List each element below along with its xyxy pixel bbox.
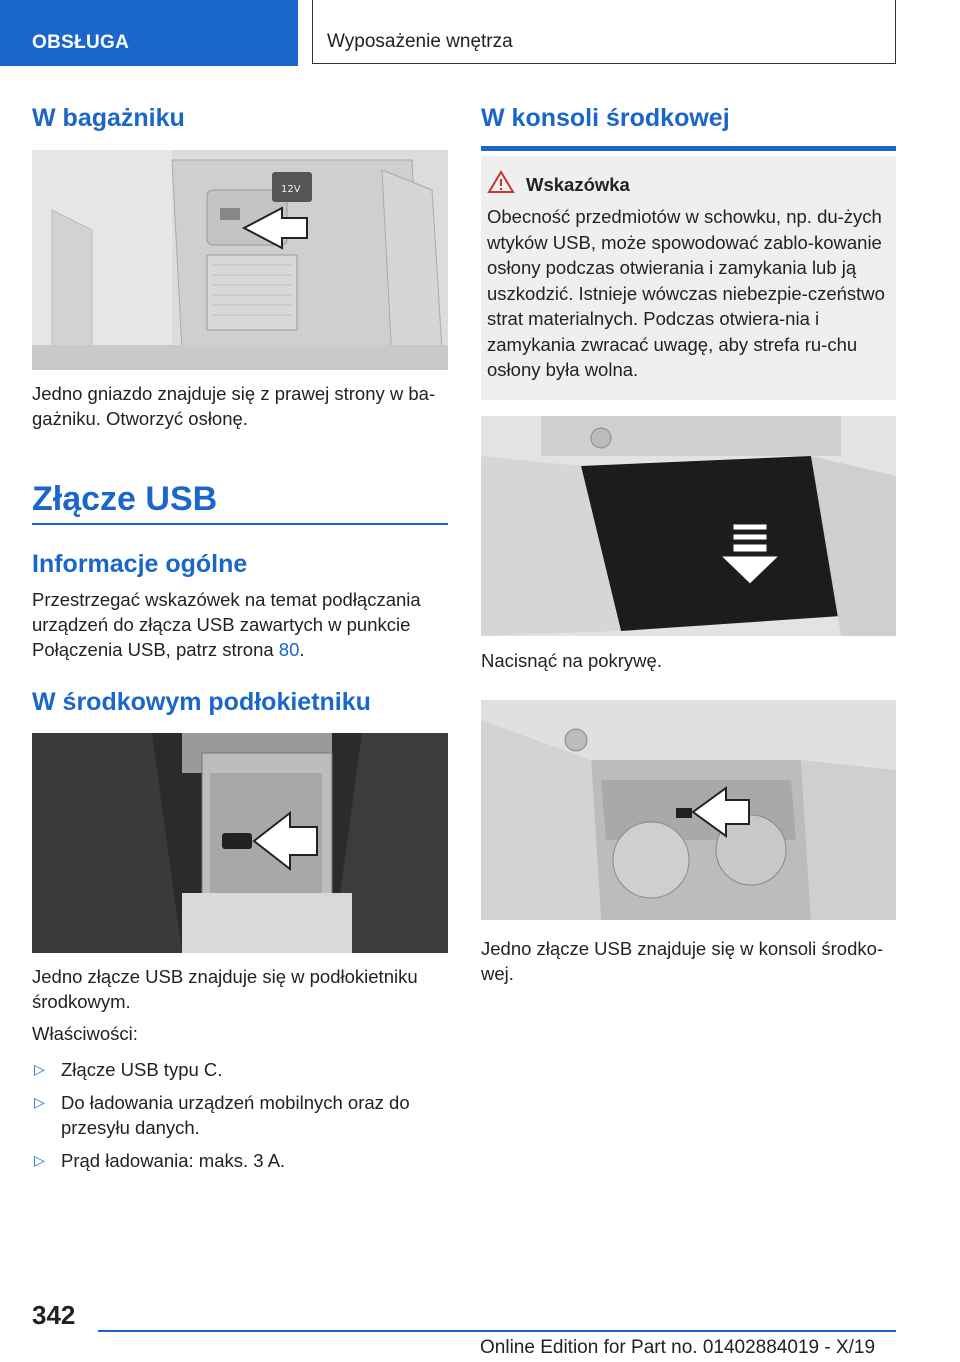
trunk-text: Jedno gniazdo znajduje się z prawej strony w ba-gażniku. Otworzyć osłonę. bbox=[32, 383, 436, 429]
note-title: Wskazówka bbox=[526, 174, 630, 195]
info-heading: Informacje ogólne bbox=[32, 550, 248, 578]
console-cover-photo bbox=[481, 416, 896, 636]
warning-note bbox=[481, 156, 896, 400]
console-text: Jedno złącze USB znajduje się w konsoli środko-wej. bbox=[481, 938, 884, 984]
armrest-heading: W środkowym podłokietniku bbox=[32, 688, 371, 716]
socket-12v-label: 12V bbox=[281, 184, 301, 195]
page-number: 342 bbox=[32, 1300, 76, 1330]
console-heading-rule bbox=[481, 146, 896, 151]
properties-label: Właściwości: bbox=[32, 1023, 138, 1044]
console-heading: W konsoli środkowej bbox=[481, 104, 730, 132]
footer-rule bbox=[98, 1330, 896, 1332]
console-usb-photo bbox=[481, 700, 896, 920]
trunk-heading: W bagażniku bbox=[32, 104, 185, 132]
trunk-socket-photo bbox=[32, 150, 448, 370]
armrest-text: Jedno złącze USB znajduje się w podłokietniku środkowym. bbox=[32, 966, 418, 1012]
press-text: Nacisnąć na pokrywę. bbox=[481, 650, 662, 671]
usb-heading: Złącze USB bbox=[32, 480, 218, 518]
note-text: Obecność przedmiotów w schowku, np. du-żych wtyków USB, może spowodować zablo-kowanie osłony podczas otwierania i zamykania lub ją uszkodzić. Istnieje wówczas niebezpie-czeństwo strat materialnych. Podczas otwiera-nia i zamykania zwracać uwagę, aby strefa ru-chu osłony była wolna. bbox=[487, 206, 885, 380]
page-link[interactable]: 80 bbox=[278, 639, 300, 660]
triangle-bullet-icon: ▷ bbox=[34, 1152, 45, 1168]
info-text: Przestrzegać wskazówek na temat podłączania urządzeń do złącza USB zawartych w punkcie Połączenia USB, patrz strona 80. bbox=[32, 589, 421, 660]
armrest-usb-photo bbox=[32, 733, 448, 953]
triangle-bullet-icon: ▷ bbox=[34, 1061, 45, 1077]
triangle-bullet-icon: ▷ bbox=[34, 1094, 45, 1110]
footer-edition: Online Edition for Part no. 01402884019 - X/19 bbox=[480, 1337, 876, 1358]
section-tab: OBSŁUGA bbox=[0, 0, 298, 66]
chapter-title: Wyposażenie wnętrza bbox=[312, 0, 896, 64]
usb-heading-rule bbox=[32, 523, 448, 525]
warning-icon bbox=[487, 170, 515, 199]
